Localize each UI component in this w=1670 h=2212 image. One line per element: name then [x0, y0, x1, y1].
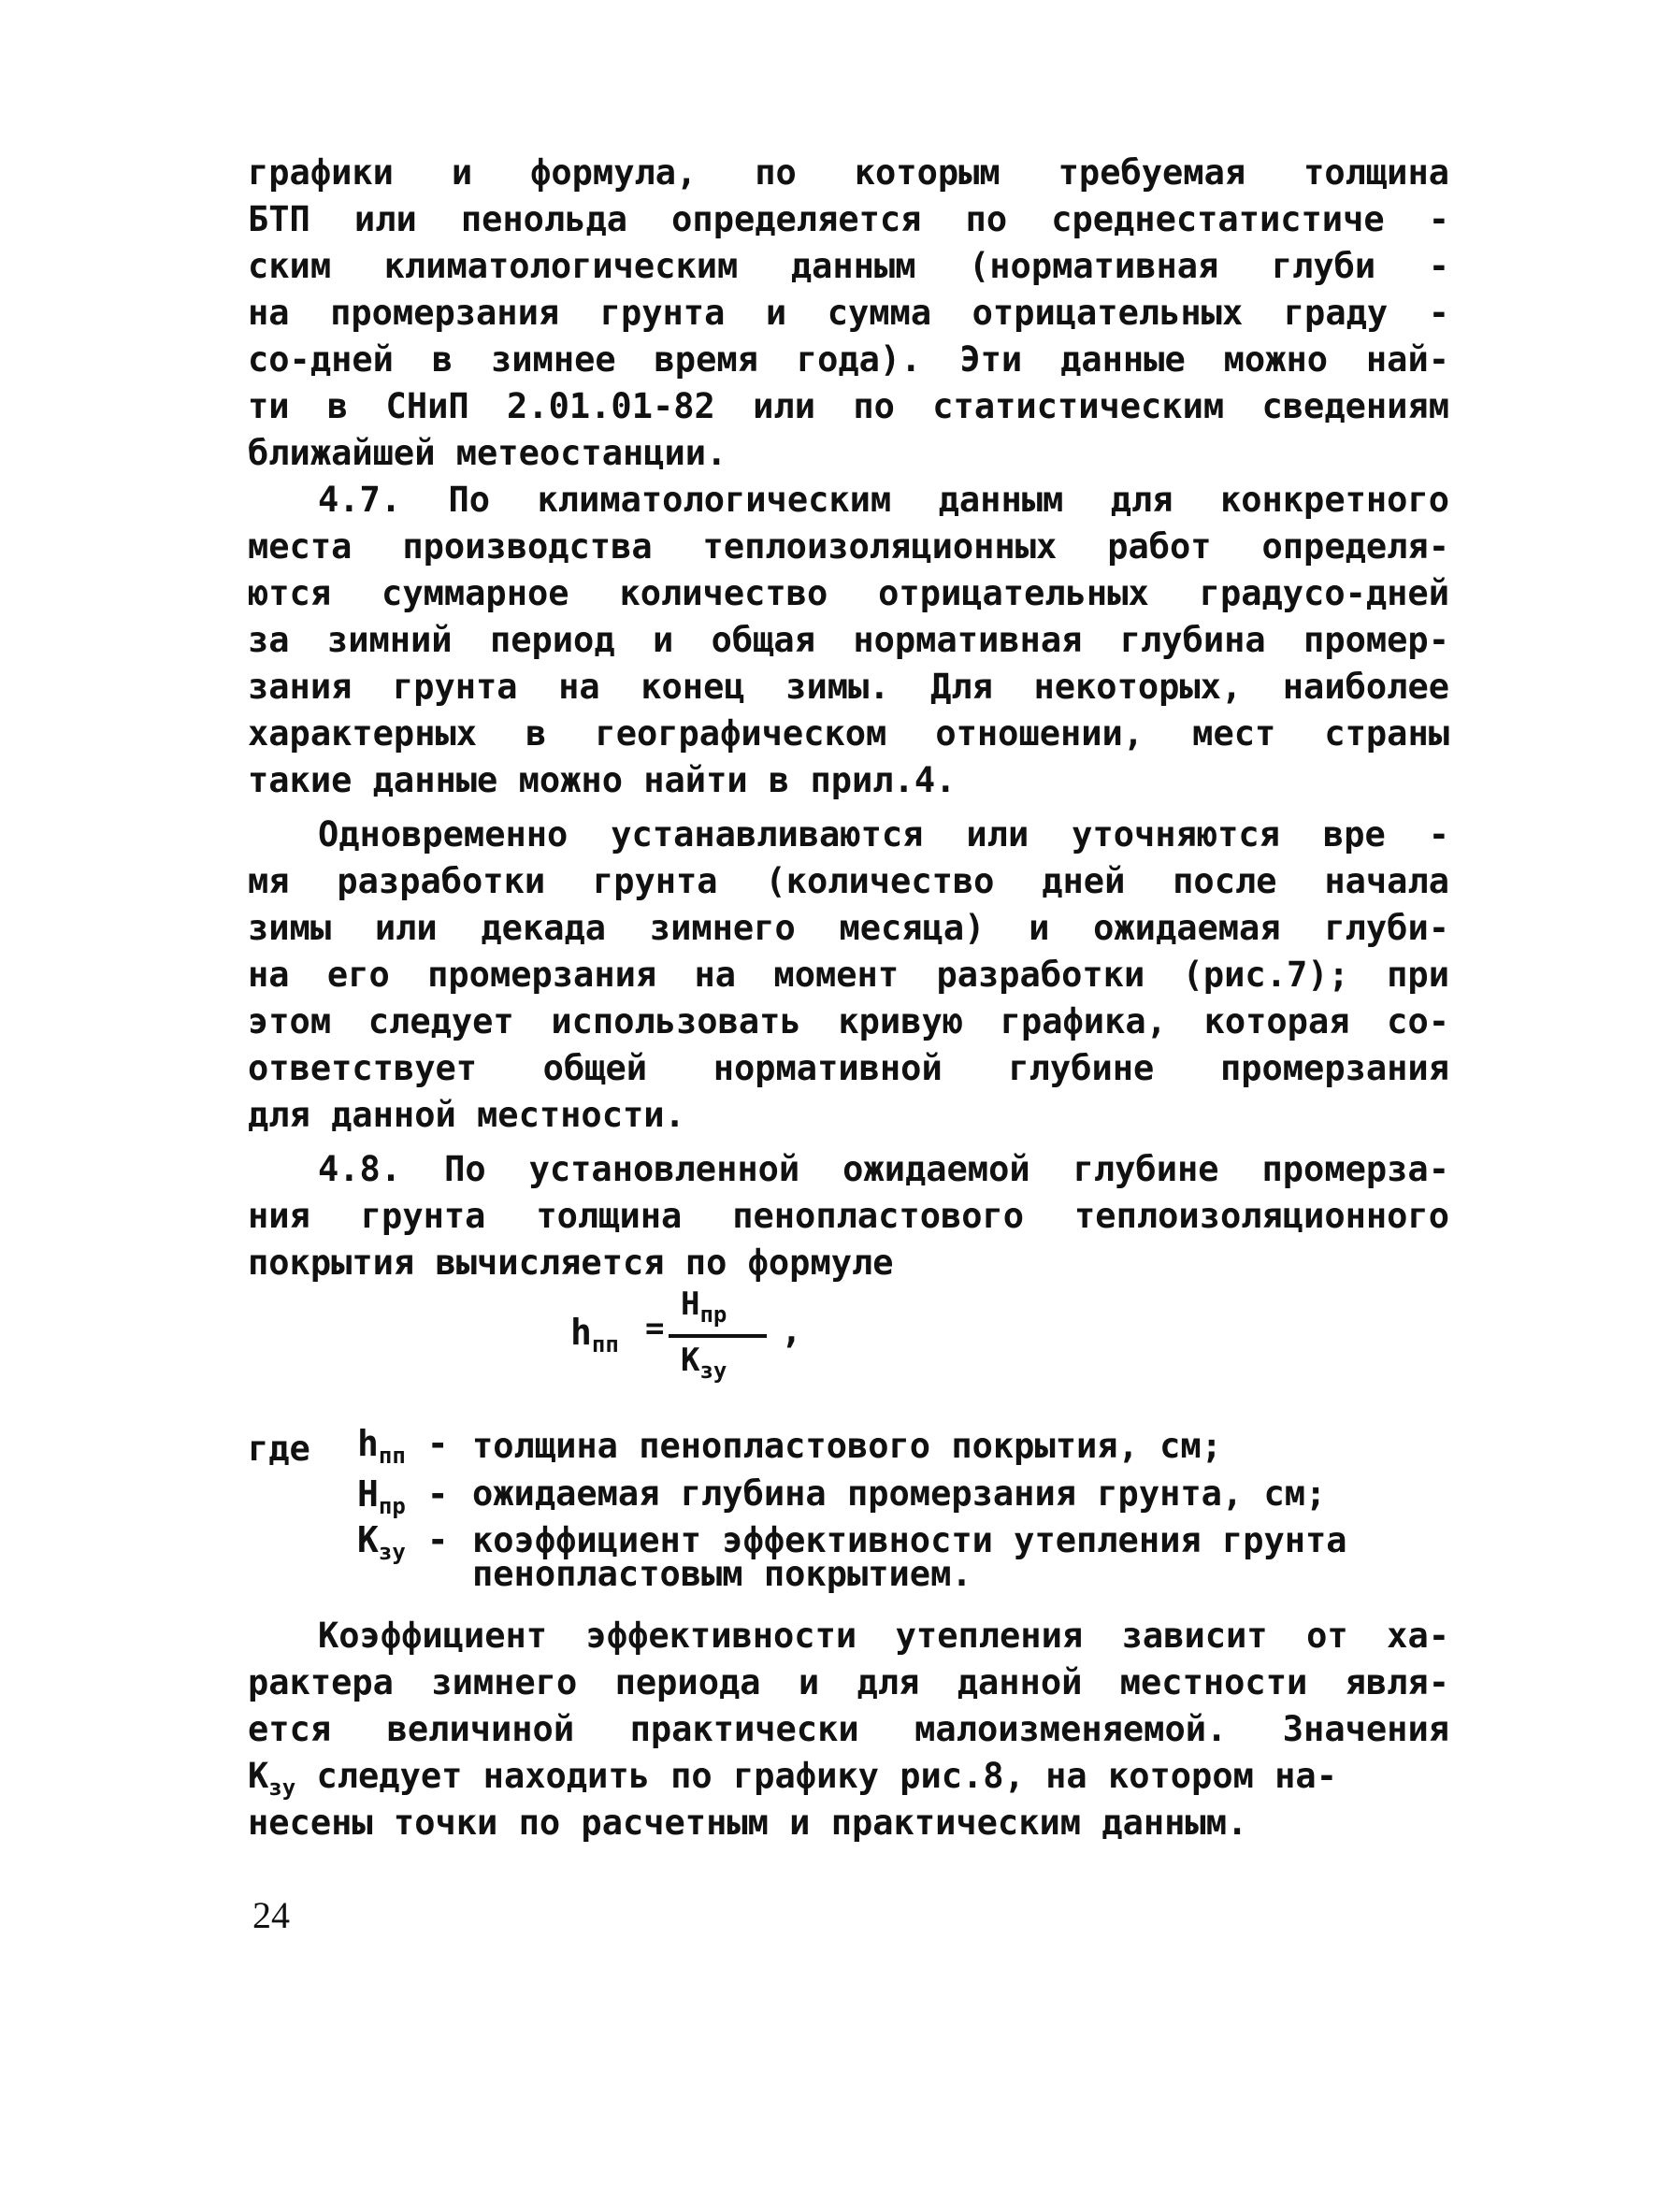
fraction-bar	[669, 1334, 767, 1338]
formula-numerator-symbol: H	[681, 1286, 700, 1323]
formula	[570, 1286, 813, 1416]
inline-text: следует находить по графику рис.8, на котором на-	[295, 1756, 1337, 1796]
paragraph-first-line: Одновременно устанавливаются или уточняются вре -	[318, 814, 1449, 855]
definition-text: ожидаемая глубина промерзания грунта, см;	[472, 1473, 1327, 1514]
text-line: ния грунта толщина пенопластового теплоизоляционного	[248, 1196, 1449, 1236]
text-line: ются суммарное количество отрицательных градусо-дней	[248, 573, 1449, 613]
text-line: ответствует общей нормативной глубине промерзания	[248, 1048, 1449, 1088]
where-label: где	[248, 1429, 310, 1469]
definition-symbol-subscript: зу	[378, 1539, 406, 1565]
definition-symbol-letter: h	[357, 1423, 379, 1464]
definition-symbol-letter: K	[357, 1519, 379, 1560]
text-line: мя разработки грунта (количество дней после начала	[248, 861, 1449, 901]
paragraph-first-line: Коэффициент эффективности утепления зависит от ха-	[318, 1616, 1449, 1656]
formula-numerator-subscript: пр	[699, 1301, 727, 1328]
definition-text: коэффициент эффективности утепления грунта	[472, 1520, 1347, 1560]
text-line: за зимний период и общая нормативная глубина промер-	[248, 620, 1449, 660]
formula-lhs-subscript: пп	[591, 1331, 619, 1357]
text-line: на промерзания грунта и сумма отрицательных граду -	[248, 293, 1449, 333]
text-line: для данной местности.	[248, 1095, 685, 1135]
text-line: со-дней в зимнее время года). Эти данные можно най-	[248, 339, 1449, 380]
formula-denominator	[681, 1342, 727, 1384]
definition-dash: -	[426, 1423, 449, 1464]
text-line: места производства теплоизоляционных работ определя-	[248, 526, 1449, 567]
formula-lhs-symbol: h	[570, 1312, 592, 1353]
page-number: 24	[252, 1894, 290, 1936]
definition-symbol-subscript: пп	[378, 1443, 406, 1469]
text-line: БТП или пенольда определяется по среднестатистиче -	[248, 199, 1449, 239]
text-line: такие данные можно найти в прил.4.	[248, 760, 957, 800]
text-line: рактера зимнего периода и для данной местности явля-	[248, 1662, 1449, 1702]
definition-symbol-subscript: пр	[378, 1493, 406, 1519]
text-line: на его промерзания на момент разработки (рис.7); при	[248, 955, 1449, 995]
formula-equals: =	[645, 1310, 665, 1347]
definition-dash: -	[426, 1519, 449, 1560]
text-line: зания грунта на конец зимы. Для некоторых, наиболее	[248, 667, 1449, 707]
text-line: характерных в географическом отношении, мест страны	[248, 713, 1449, 754]
definition-symbol	[357, 1423, 449, 1469]
text-line: ется величиной практически малоизменяемой. Значения	[248, 1709, 1449, 1749]
text-line: несены точки по расчетным и практическим данным.	[248, 1803, 1248, 1843]
formula-comma: ,	[781, 1310, 802, 1351]
text-line: графики и формула, по которым требуемая толщина	[248, 152, 1449, 193]
text-line: зимы или декада зимнего месяца) и ожидаемая глуби-	[248, 908, 1449, 948]
definition-text: толщина пенопластового покрытия, см;	[472, 1426, 1222, 1466]
text-line: ским климатологическим данным (нормативная глуби -	[248, 246, 1449, 286]
definition-symbol	[357, 1473, 449, 1519]
text-line: ближайшей метеостанции.	[248, 433, 727, 473]
formula-denominator-symbol: K	[681, 1342, 700, 1379]
text-line: покрытия вычисляется по формуле	[248, 1242, 894, 1283]
text-line: ти в СНиП 2.01.01-82 или по статистическим сведениям	[248, 386, 1449, 426]
text-line: этом следует использовать кривую графика, которая со-	[248, 1001, 1449, 1041]
formula-numerator	[681, 1286, 727, 1328]
section-4-8-first-line: 4.8. По установленной ожидаемой глубине промерза-	[318, 1149, 1449, 1189]
formula-lhs	[570, 1312, 619, 1357]
inline-symbol-subscript: зу	[268, 1774, 296, 1801]
section-4-7-first-line: 4.7. По климатологическим данным для конкретного	[318, 480, 1449, 520]
definition-symbol-letter: H	[357, 1473, 379, 1515]
definition-text: пенопластовым покрытием.	[472, 1554, 972, 1594]
definition-symbol	[357, 1519, 449, 1565]
definition-dash: -	[426, 1473, 449, 1515]
formula-denominator-subscript: зу	[699, 1357, 727, 1384]
inline-symbol-letter: K	[248, 1756, 269, 1796]
